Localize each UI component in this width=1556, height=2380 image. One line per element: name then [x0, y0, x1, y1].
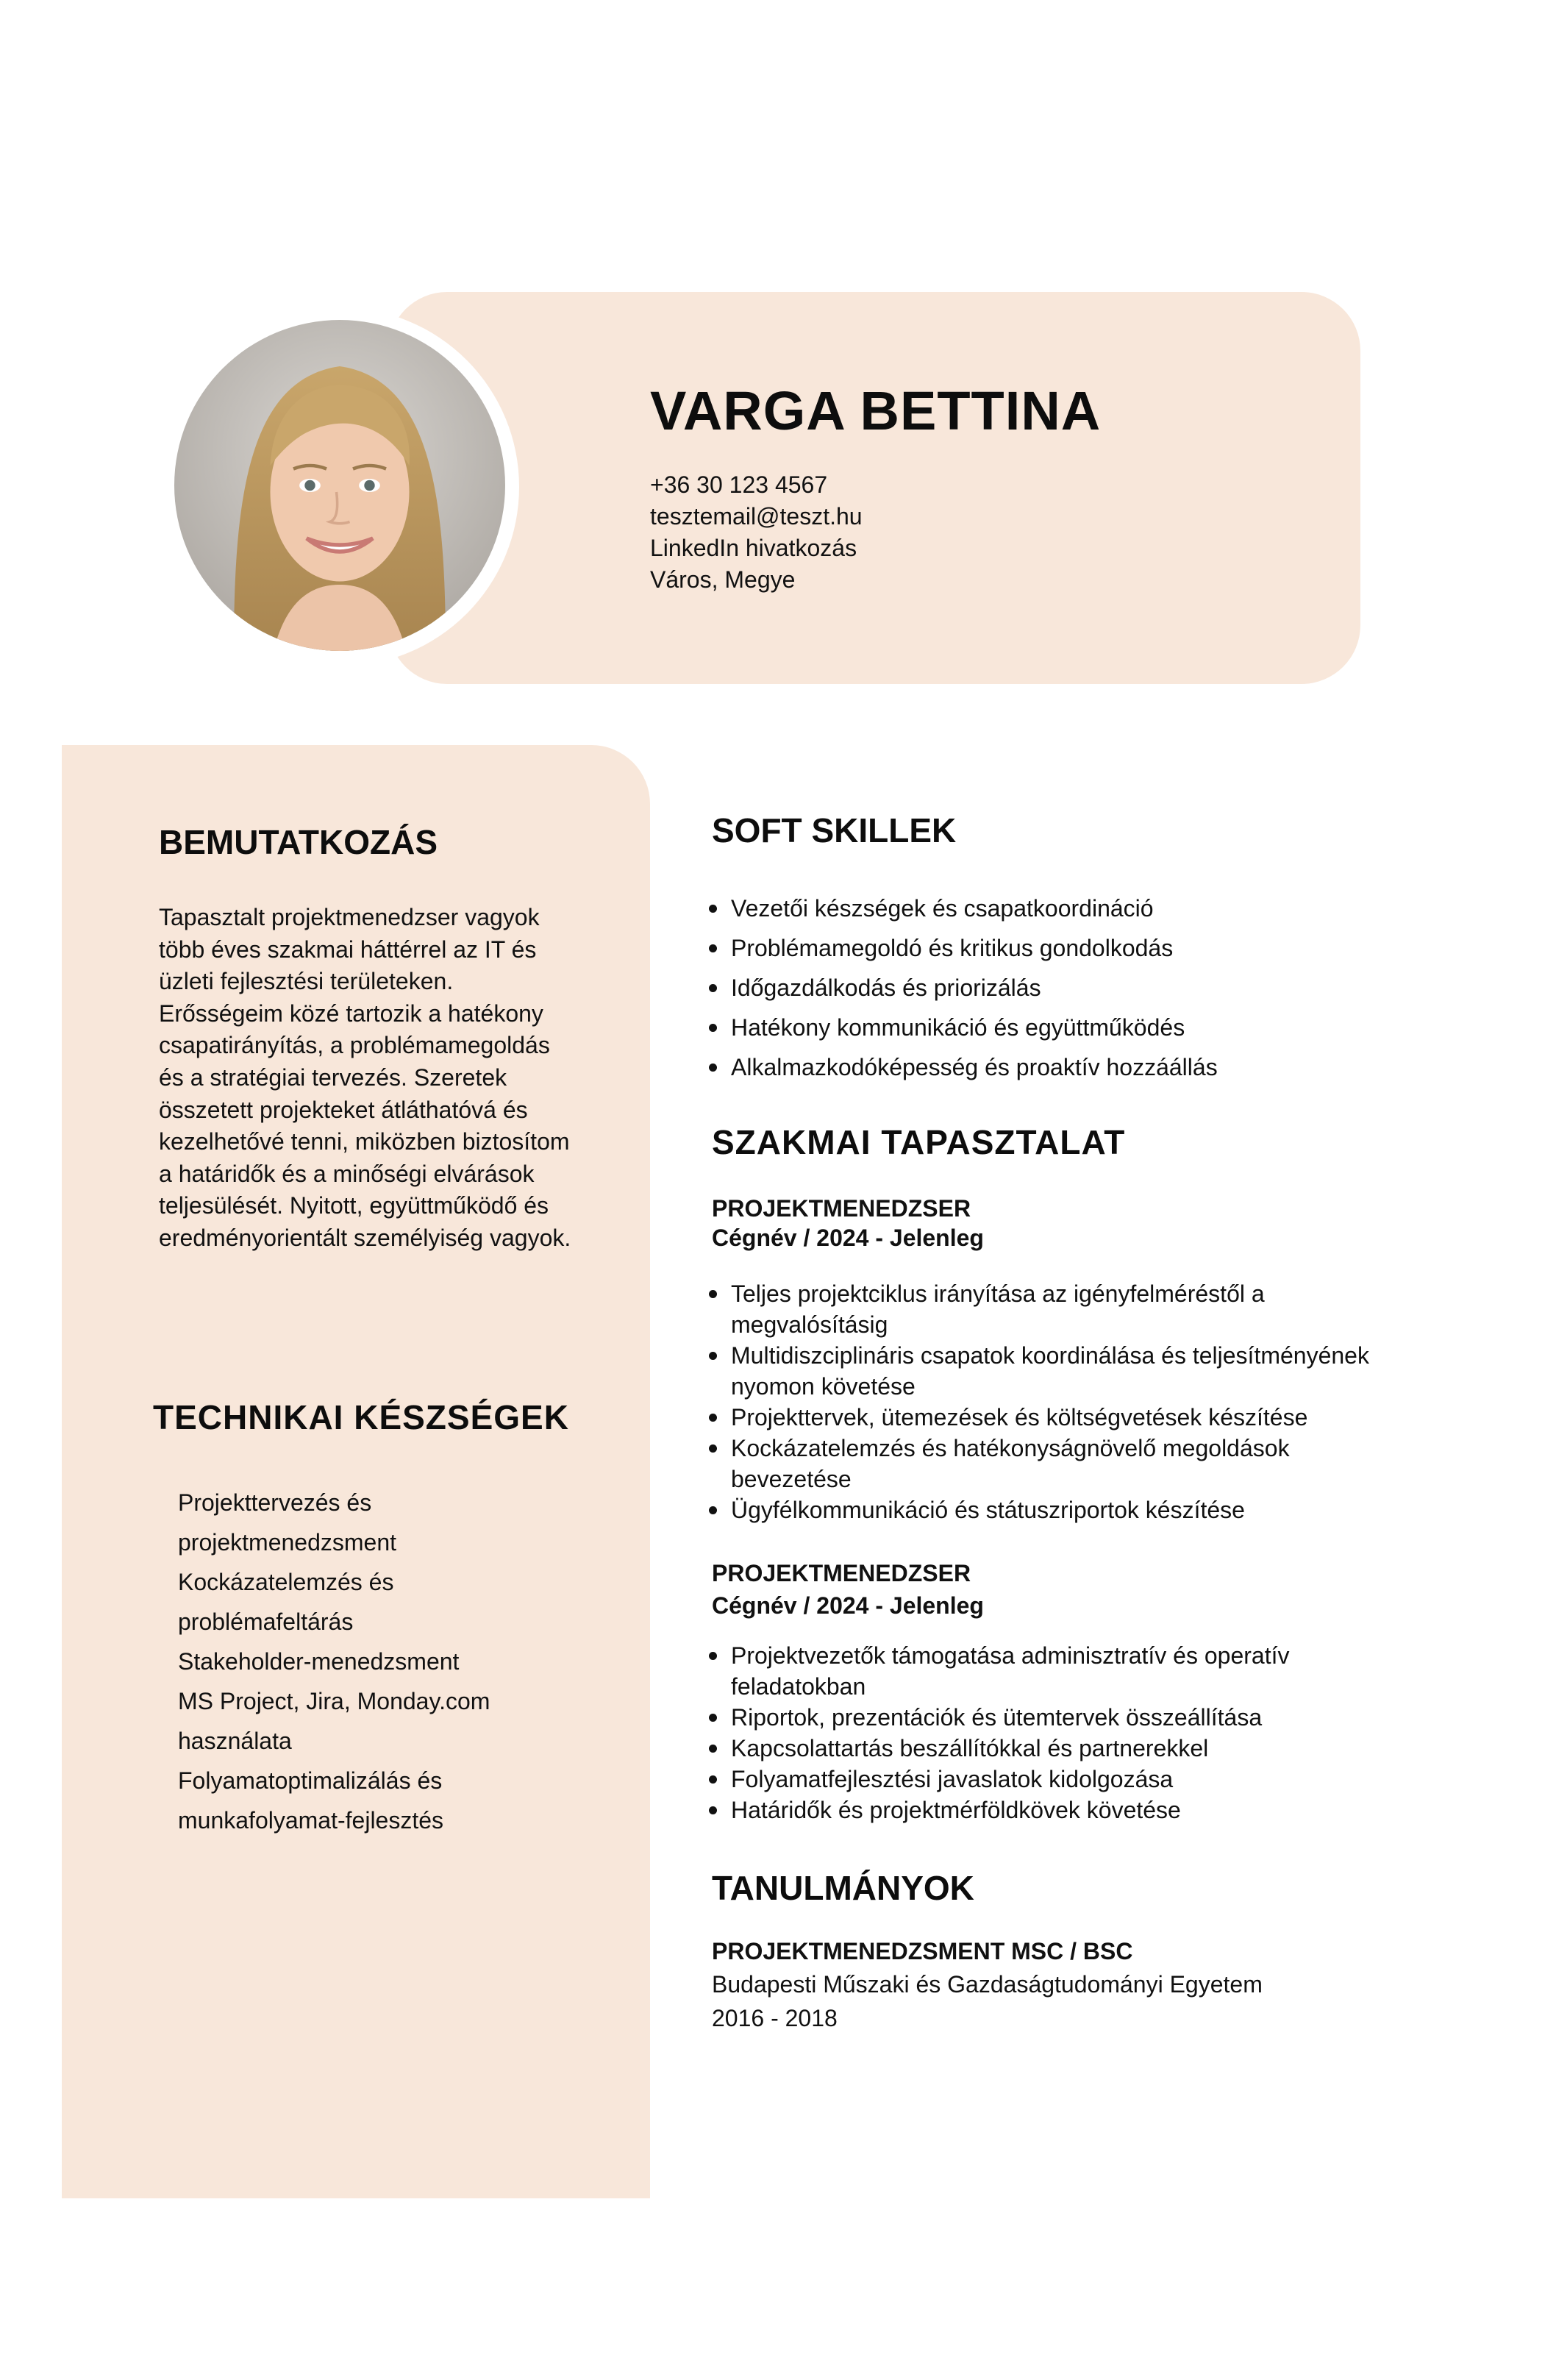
job-duty-item: Kapcsolattartás beszállítókkal és partnerekkel: [706, 1733, 1397, 1764]
intro-line: csapatirányítás, a problémamegoldás: [159, 1032, 550, 1059]
soft-skill-item: Vezetői készségek és csapatkoordináció: [706, 888, 1368, 928]
intro-line: Tapasztalt projektmenedzser vagyok: [159, 904, 540, 930]
linkedin-link: LinkedIn hivatkozás: [650, 535, 857, 561]
soft-skill-item: Problémamegoldó és kritikus gondolkodás: [706, 928, 1368, 968]
intro-line: és a stratégiai tervezés. Szeretek: [159, 1063, 507, 1091]
education-title: TANULMÁNYOK: [712, 1869, 974, 1907]
header-band: [388, 292, 1360, 684]
job-duty-item: Folyamatfejlesztési javaslatok kidolgozása: [706, 1764, 1397, 1795]
education-degree: PROJEKTMENEDZSMENT MSC / BSC: [712, 1938, 1133, 1964]
education-school: Budapesti Műszaki és Gazdaságtudományi Egyetem: [712, 1971, 1263, 1998]
tech-skill-line: problémafeltárás: [178, 1608, 354, 1635]
education-years: 2016 - 2018: [712, 2005, 838, 2031]
intro-line: a határidők és a minőségi elvárások: [159, 1160, 535, 1187]
tech-skill-line: Stakeholder-menedzsment: [178, 1648, 460, 1675]
job-duty-item: Projekttervek, ütemezések és költségvetések készítése: [706, 1402, 1397, 1433]
job-company-date: Cégnév / 2024 - Jelenleg: [712, 1592, 984, 1619]
profile-photo: [174, 320, 505, 651]
experience-title: SZAKMAI TAPASZTALAT: [712, 1123, 1126, 1161]
intro-line: kezelhetővé tenni, miközben biztosítom: [159, 1128, 570, 1155]
soft-skills-list: [706, 888, 1368, 1087]
intro-line: Erősségeim közé tartozik a hatékony: [159, 1000, 543, 1027]
soft-skill-item: Alkalmazkodóképesség és proaktív hozzáállás: [706, 1047, 1368, 1087]
tech-skill-line: Folyamatoptimalizálás és: [178, 1767, 443, 1794]
tech-skill-line: munkafolyamat-fejlesztés: [178, 1807, 444, 1834]
candidate-name: VARGA BETTINA: [650, 380, 1102, 441]
email-address: tesztemail@teszt.hu: [650, 503, 863, 530]
intro-title: BEMUTATKOZÁS: [159, 823, 438, 861]
tech-skills-title: TECHNIKAI KÉSZSÉGEK: [153, 1398, 569, 1436]
intro-line: üzleti fejlesztési területeken.: [159, 968, 454, 995]
soft-skill-item: Időgazdálkodás és priorizálás: [706, 968, 1368, 1008]
intro-text: [159, 902, 600, 1255]
intro-line: több éves szakmai háttérrel az IT és: [159, 936, 537, 963]
tech-skill-line: Projekttervezés és: [178, 1489, 372, 1516]
intro-line: összetett projekteket átláthatóvá és: [159, 1096, 528, 1123]
job-duty-item: Riportok, prezentációk és ütemtervek összeállítása: [706, 1702, 1397, 1733]
soft-skill-item: Hatékony kommunikáció és együttműködés: [706, 1008, 1368, 1047]
job-duty-item: Multidiszciplináris csapatok koordinálása és teljesítményének nyomon követése: [706, 1340, 1397, 1402]
job-title: PROJEKTMENEDZSER: [712, 1560, 971, 1586]
job-company-date: Cégnév / 2024 - Jelenleg: [712, 1225, 984, 1251]
job-duty-item: Projektvezetők támogatása adminisztratív és operatív feladatokban: [706, 1640, 1397, 1702]
tech-skill-line: használata: [178, 1728, 292, 1754]
soft-skills-title: SOFT SKILLEK: [712, 811, 957, 849]
phone-number: +36 30 123 4567: [650, 471, 828, 498]
job-duty-item: Ügyfélkommunikáció és státuszriportok készítése: [706, 1494, 1397, 1525]
job-duties-list: [706, 1278, 1397, 1525]
tech-skill-line: projektmenedzsment: [178, 1529, 397, 1556]
location: Város, Megye: [650, 566, 796, 593]
job-duty-item: Teljes projektciklus irányítása az igényfelméréstől a megvalósításig: [706, 1278, 1397, 1340]
intro-line: eredményorientált személyiség vagyok.: [159, 1224, 571, 1251]
intro-line: teljesülését. Nyitott, együttműködő és: [159, 1192, 549, 1219]
job-duty-item: Kockázatelemzés és hatékonyságnövelő megoldások bevezetése: [706, 1433, 1397, 1494]
tech-skills-list: [178, 1483, 490, 1840]
job-title: PROJEKTMENEDZSER: [712, 1195, 971, 1222]
job-duty-item: Határidők és projektmérföldkövek követése: [706, 1795, 1397, 1825]
contact-info: [650, 469, 863, 596]
tech-skill-line: Kockázatelemzés és: [178, 1569, 394, 1595]
job-duties-list: [706, 1640, 1397, 1825]
tech-skill-line: MS Project, Jira, Monday.com: [178, 1688, 490, 1714]
